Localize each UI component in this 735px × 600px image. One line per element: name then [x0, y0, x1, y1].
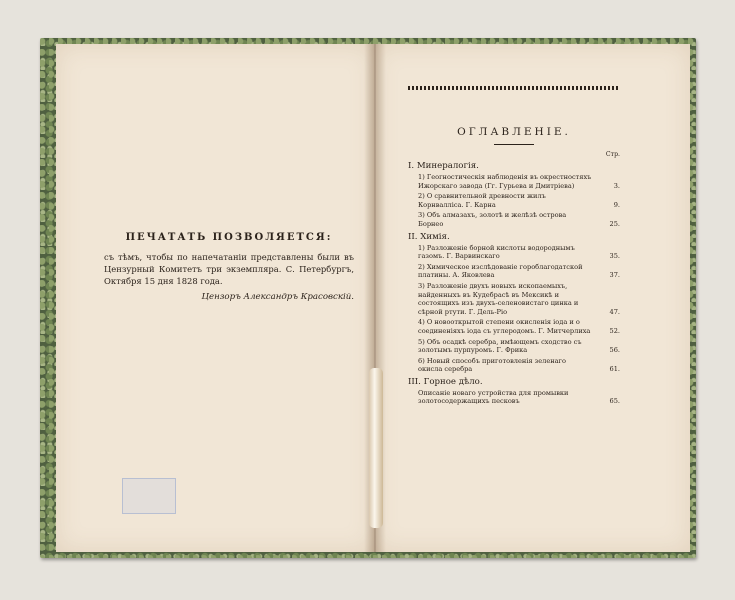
toc-entry [408, 389, 620, 406]
toc-entry [408, 282, 620, 316]
toc-entry-page: 61. [609, 365, 620, 374]
toc-entry-text: 6) Новый способъ приготовленія зеленаго окисла серебра [418, 356, 566, 374]
toc-entry-page: 9. [613, 200, 620, 209]
toc-entry-text: 3) Объ алмазахъ, золотѣ и желѣзѣ острова Борнео [418, 211, 567, 228]
toc-entry-text: 5) Объ осадкѣ серебра, имѣющемъ сходство съ золотымъ пурпуромъ. Г. Фрика [418, 337, 582, 355]
censor-approval [104, 232, 354, 302]
toc-entry-page: 65. [609, 397, 620, 406]
toc-entry [408, 338, 620, 355]
page-column-header: Стр. [605, 151, 620, 158]
censor-text: съ тѣмъ, чтобы по напечатаніи представлены были въ Цензурный Комитетъ три экземпляра. С. Петербургъ, Октября 15 дня 1828 года. [104, 252, 354, 286]
toc-entry-text: 1) Геогностическія наблюденія въ окрестностяхъ Ижорскаго завода (Гг. Гурьева и Дмитріева) [418, 173, 592, 190]
toc-entry-text: 3) Разложеніе двухъ новыхъ ископаемыхъ, найденныхъ въ Кудебрасѣ въ Мексикѣ и состоящихъ изъ двухъ-селеновистаго цинка и сѣрной ртути. Г. Дель-Ріо [418, 281, 579, 316]
toc-entry [408, 318, 620, 335]
censor-heading: ПЕЧАТАТЬ ПОЗВОЛЯЕТСЯ: [125, 232, 333, 243]
toc-entry-page: 37. [609, 271, 620, 280]
toc-entry-page: 3. [613, 181, 620, 190]
toc-entry-page: 52. [609, 326, 620, 335]
toc-entry-page: 47. [609, 307, 620, 316]
toc-entry-text: 1) Разложеніе борной кислоты водороднымъ газомъ. Г. Варвинскаго [418, 243, 575, 261]
decorative-rule [408, 86, 620, 90]
section-heading: II. Химія. [408, 231, 450, 242]
toc-title: ОГЛАВЛЕНІЕ. [457, 126, 571, 138]
section-heading: III. Горное дѣло. [408, 376, 483, 387]
table-of-contents [408, 86, 620, 408]
toc-entry [408, 357, 620, 374]
toc-entry [408, 263, 620, 280]
censor-signature: Цензоръ Александръ Красовскій. [201, 292, 354, 302]
toc-entry-text: Описаніе новаго устройства для промывки золотосодержащихъ песковъ [418, 388, 569, 406]
title-underline [494, 144, 534, 145]
toc-entry [408, 244, 620, 261]
section-heading: I. Минералогія. [408, 161, 479, 171]
toc-entry-text: 2) Химическое изслѣдованіе гороблагодатской платины. А. Яковлева [418, 262, 583, 280]
toc-entry [408, 192, 620, 209]
toc-entry-page: 35. [609, 252, 620, 261]
toc-entry-page: 56. [609, 346, 620, 355]
paper-tear [369, 368, 383, 528]
toc-entry-text: 2) О сравнительной древности жилъ Корнвалліса. Г. Карна [418, 192, 546, 209]
library-stamp [122, 478, 176, 514]
toc-entry-page: 25. [609, 219, 620, 228]
toc-entry [408, 211, 620, 228]
toc-entry-text: 4) О новооткрытой степени окисленія іода и о соединеніяхъ іода съ углеродомъ. Г. Митчерлиха [418, 318, 591, 335]
toc-entry [408, 173, 620, 190]
